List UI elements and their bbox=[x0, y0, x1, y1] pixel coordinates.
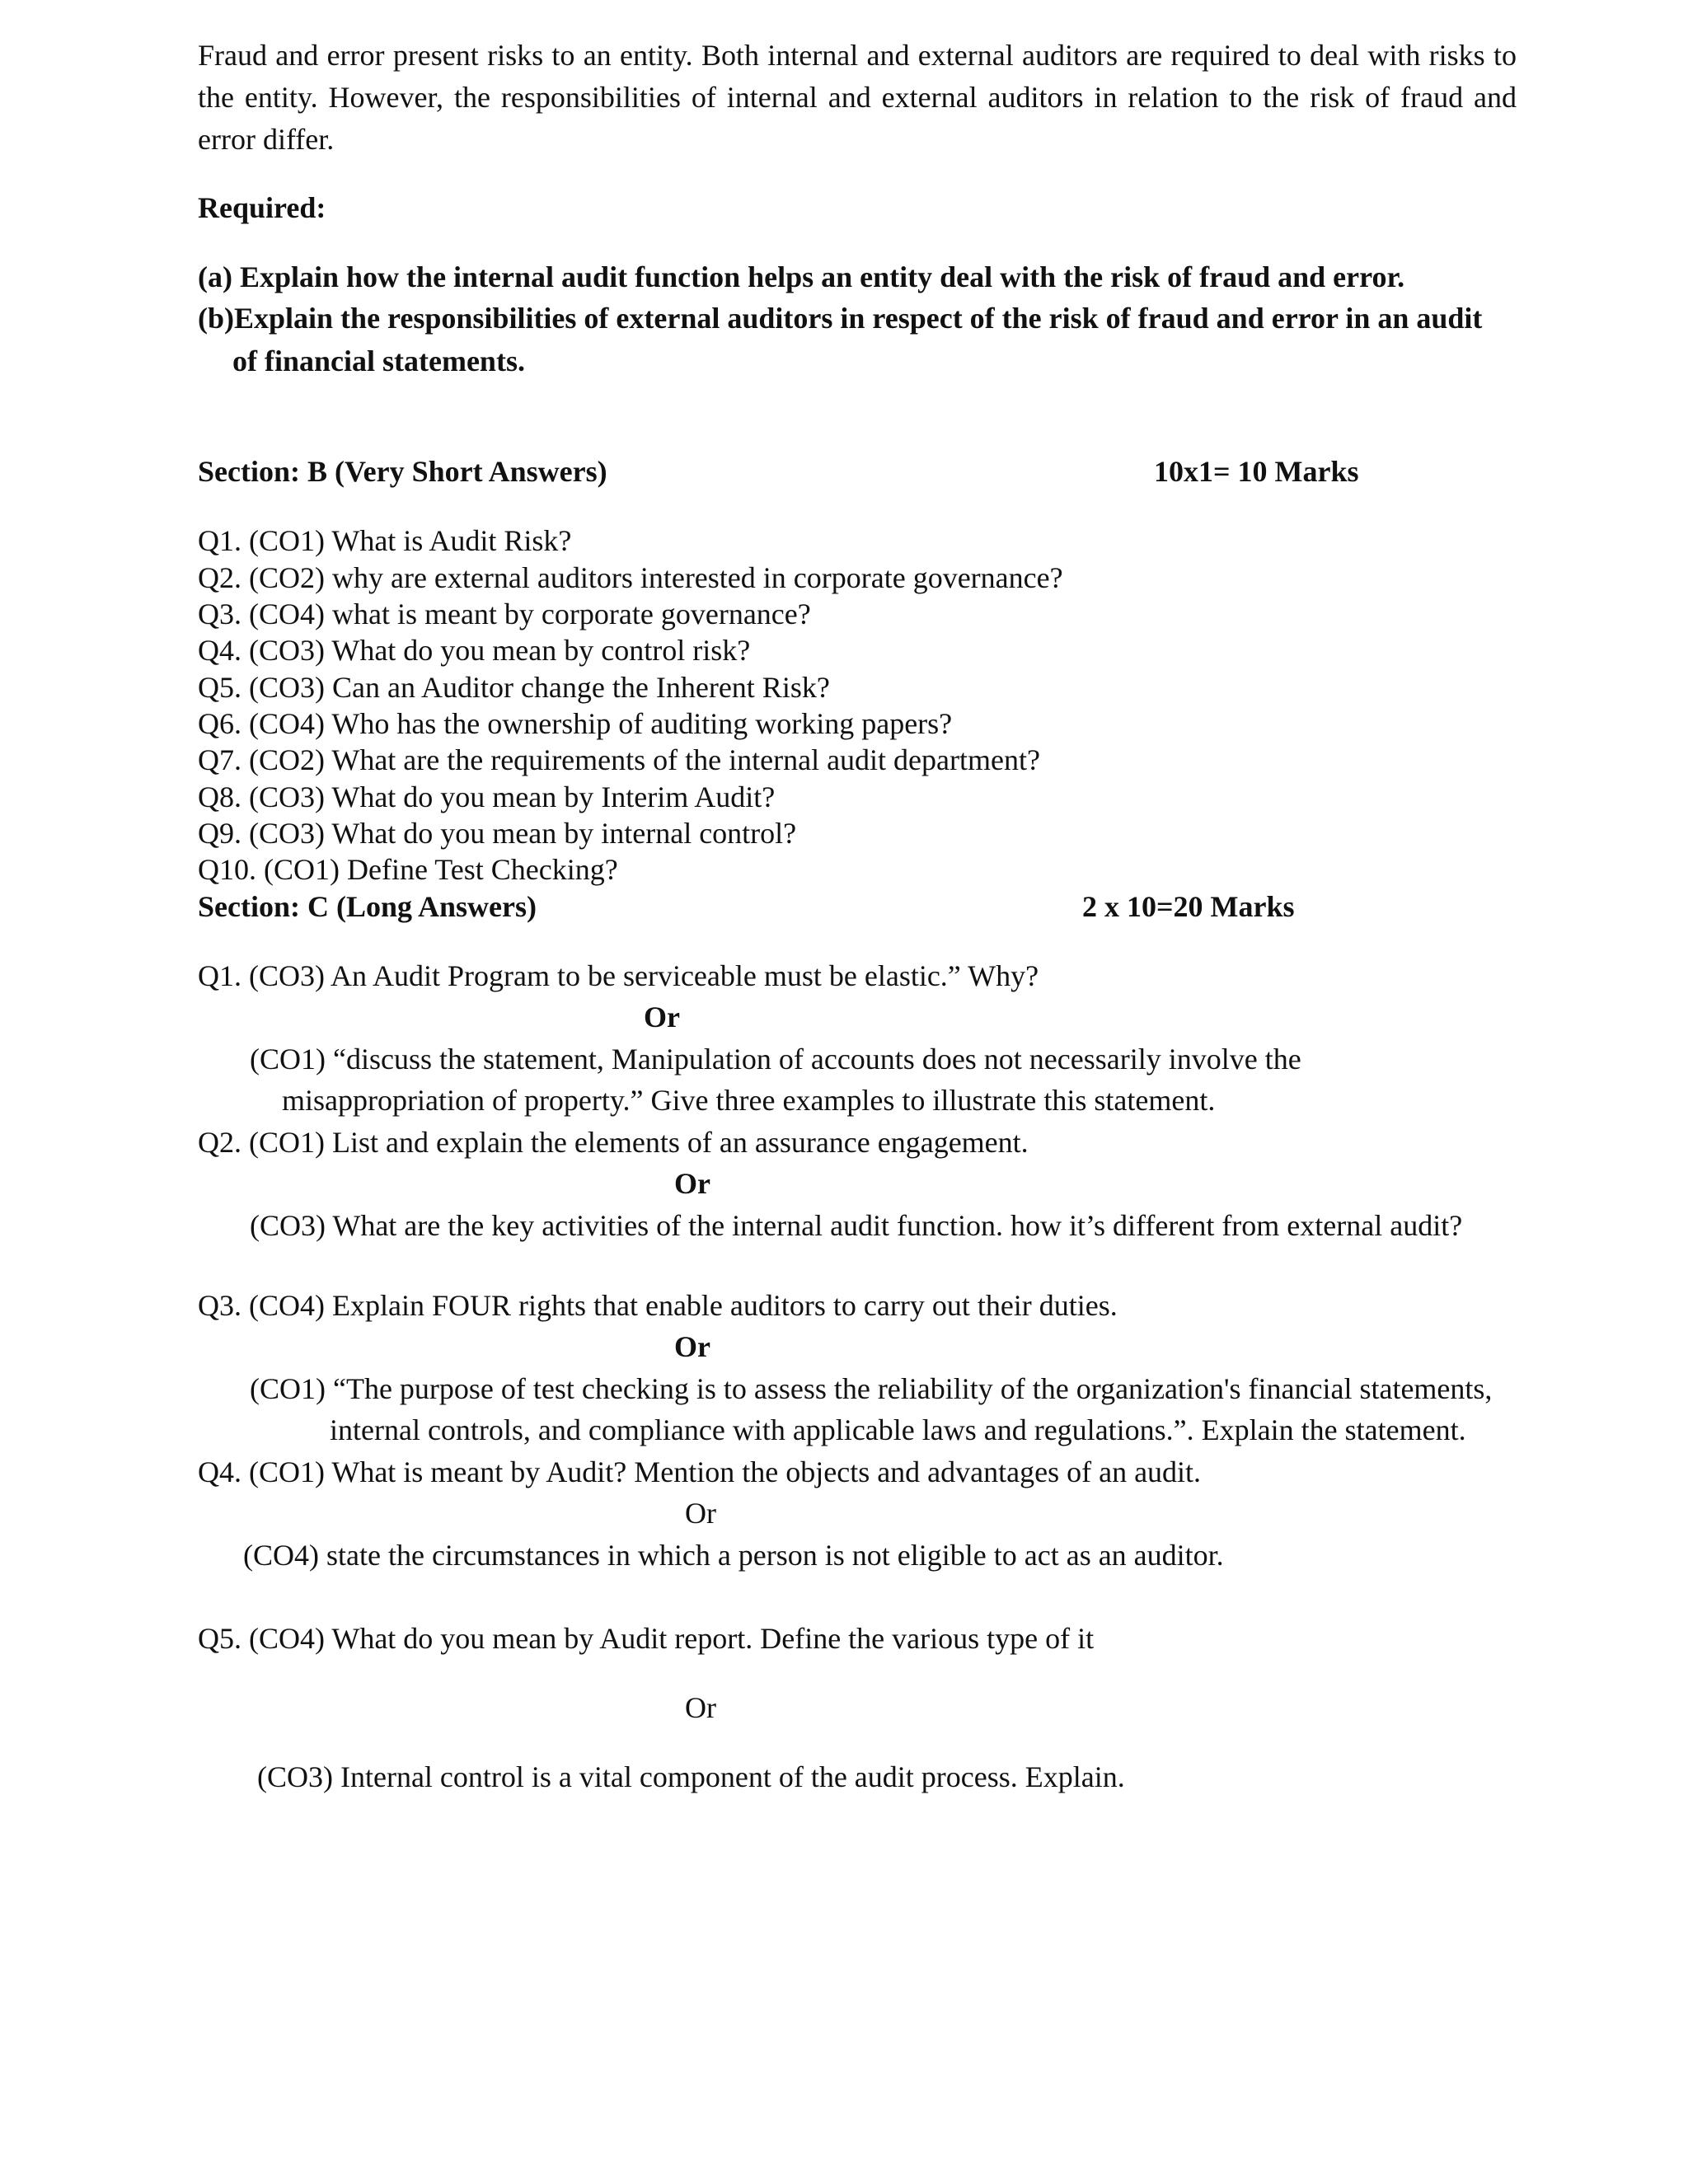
section-c-heading: Section: C (Long Answers) bbox=[198, 890, 537, 923]
section-c-q5: Q5. (CO4) What do you mean by Audit report. Define the various type of it bbox=[198, 1622, 1095, 1655]
section-c-q3-alt-line1: (CO1) “The purpose of test checking is to assess the reliability of the organization's financial statements, bbox=[250, 1372, 1493, 1405]
section-c-q1-alt-line2: misappropriation of property.” Give three examples to illustrate this statement. bbox=[282, 1084, 1216, 1117]
section-c-q2: Q2. (CO1) List and explain the elements of an assurance engagement. bbox=[198, 1126, 1029, 1159]
section-b-question: Q5. (CO3) Can an Auditor change the Inherent Risk? bbox=[198, 671, 830, 704]
section-b-question: Q6. (CO4) Who has the ownership of auditing working papers? bbox=[198, 707, 953, 740]
section-c-q4: Q4. (CO1) What is meant by Audit? Mention the objects and advantages of an audit. bbox=[198, 1455, 1202, 1488]
section-c-q2-alt: (CO3) What are the key activities of the internal audit function. how it’s different from external audit? bbox=[250, 1209, 1463, 1242]
section-b-question: Q7. (CO2) What are the requirements of the internal audit department? bbox=[198, 743, 1040, 776]
section-c-q1-alt-line1: (CO1) “discuss the statement, Manipulation of accounts does not necessarily involve the bbox=[250, 1043, 1301, 1076]
section-b-question: Q3. (CO4) what is meant by corporate governance? bbox=[198, 598, 811, 630]
required-heading: Required: bbox=[198, 191, 326, 224]
section-b-question: Q8. (CO3) What do you mean by Interim Audit? bbox=[198, 780, 776, 813]
section-b-marks: 10x1= 10 Marks bbox=[1154, 455, 1359, 488]
part-b-text-line1: (b)Explain the responsibilities of external auditors in respect of the risk of fraud and error in an audit bbox=[198, 302, 1483, 335]
section-c-q4-alt: (CO4) state the circumstances in which a person is not eligible to act as an auditor. bbox=[243, 1539, 1224, 1572]
section-c-q3-alt-line2: internal controls, and compliance with applicable laws and regulations.”. Explain the statement. bbox=[330, 1413, 1466, 1446]
section-c-q2-or: Or bbox=[674, 1167, 710, 1200]
part-b-text-line2: of financial statements. bbox=[232, 344, 525, 377]
section-b-question: Q2. (CO2) why are external auditors interested in corporate governance? bbox=[198, 561, 1063, 594]
section-b-question: Q9. (CO3) What do you mean by internal control? bbox=[198, 817, 797, 850]
section-c-q3: Q3. (CO4) Explain FOUR rights that enable auditors to carry out their duties. bbox=[198, 1289, 1118, 1322]
section-c-q5-or: Or bbox=[685, 1691, 716, 1724]
section-b-question: Q10. (CO1) Define Test Checking? bbox=[198, 853, 618, 886]
section-b-question: Q4. (CO3) What do you mean by control risk? bbox=[198, 634, 751, 667]
section-c-q3-or: Or bbox=[674, 1330, 710, 1363]
section-c-marks: 2 x 10=20 Marks bbox=[1082, 890, 1295, 923]
section-c-q5-alt: (CO3) Internal control is a vital component of the audit process. Explain. bbox=[257, 1760, 1125, 1793]
part-a-text: (a) Explain how the internal audit function helps an entity deal with the risk of fraud and error. bbox=[198, 260, 1405, 293]
section-c-q1-or: Or bbox=[644, 1001, 680, 1033]
section-c-q1: Q1. (CO3) An Audit Program to be serviceable must be elastic.” Why? bbox=[198, 959, 1039, 992]
section-b-question: Q1. (CO1) What is Audit Risk? bbox=[198, 524, 572, 557]
section-c-q4-or: Or bbox=[685, 1497, 716, 1530]
section-b-heading: Section: B (Very Short Answers) bbox=[198, 455, 607, 488]
intro-paragraph: Fraud and error present risks to an entity. Both internal and external auditors are required to deal with risks to the entity. However, the responsibilities of internal and external auditors in relation to the risk of fraud and error differ. bbox=[198, 39, 1517, 156]
